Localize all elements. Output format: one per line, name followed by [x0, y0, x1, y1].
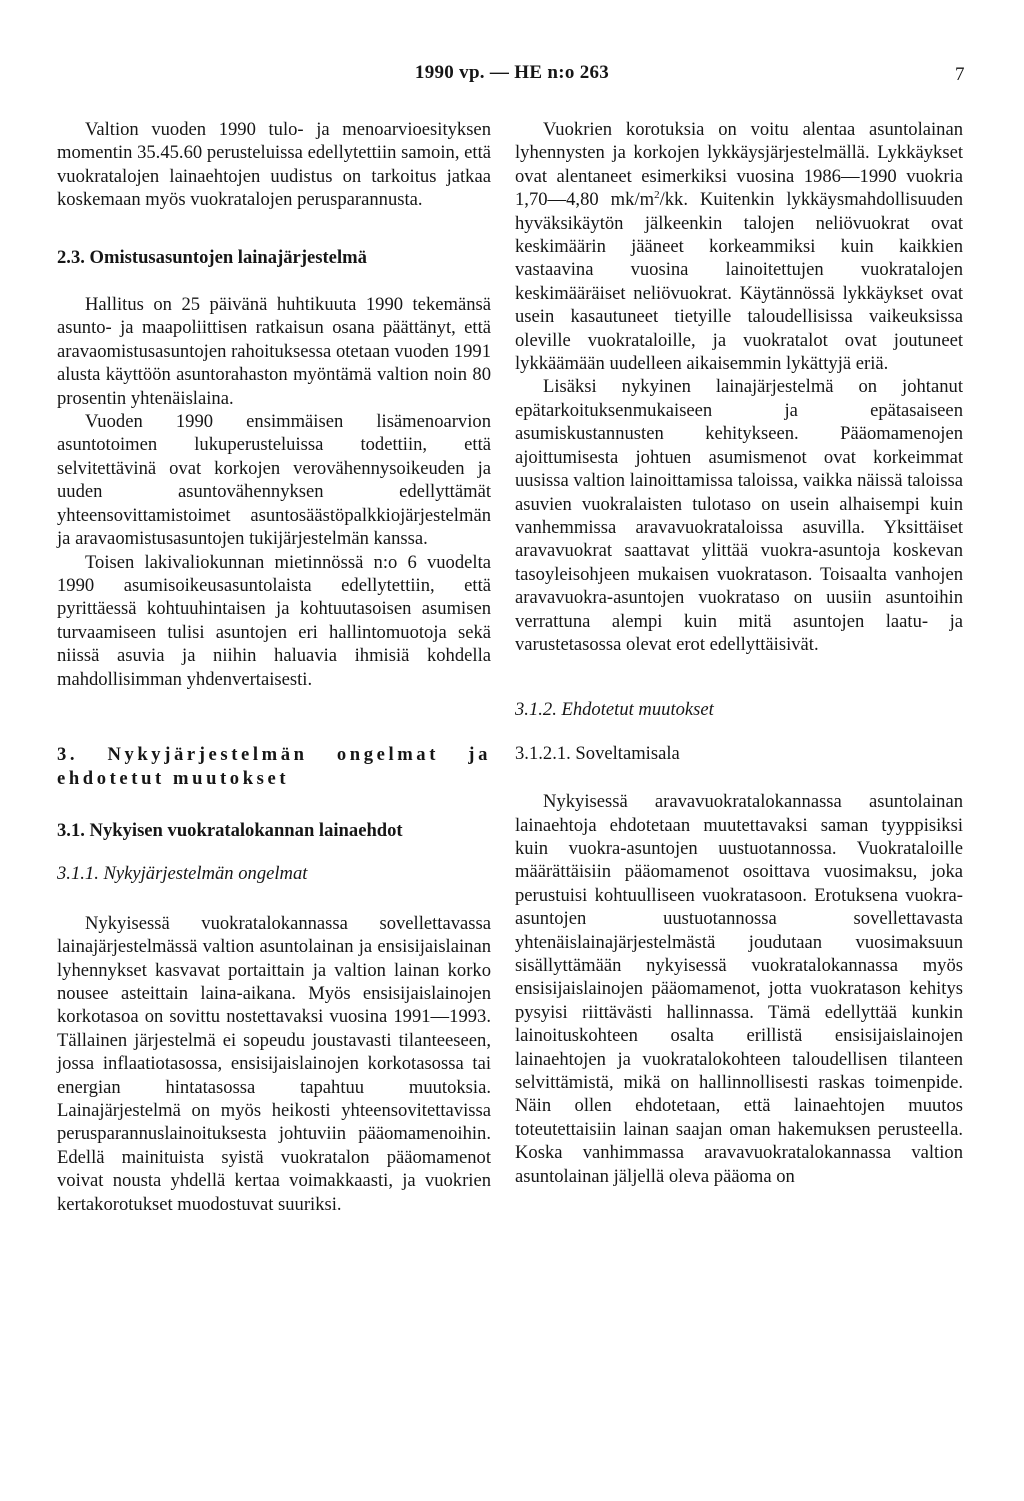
paragraph-text: /kk. Kuitenkin lykkäysmahdollisuuden hyväksikäytön jälkeenkin talojen neliövuokrat ovat keskimäärin jääneet korkeammiksi kuin kaikkien vastaavina vuosina lainoitettujen vuokratalojen keskimääräiset neliövuokrat. Käytännössä lykkäykset ovat usein kasautuneet tietyille taloudellisissa vaikeuksissa oleville vuokrataloille, ja vuokratalot ovat joutuneet lykkäämään uudelleen aikaisemmin lykättyjä eriä.	[515, 189, 963, 375]
paragraph	[515, 118, 963, 375]
paragraph: Nykyisessä aravavuokratalokannassa asuntolainan lainaehtoja ehdotetaan muutettavaksi saman tyyppisiksi kuin vuokra-asuntojen uustuotannossa. Vuokrataloille määrättäisiin pääomamenot osoittava vuosimaksu, joka perustuisi kohtuulliseen vuokratasoon. Erotuksena vuokra-asuntojen uustuotannossa sovellettavasta yhtenäislainajärjestelmästä joudutaan vuosimaksuun sisällyttämään nykyisessä vuokratalokannassa myös ensisijaislainojen pääomamenot, jotta vuokratason kehitys pysyisi riittävästi hallinnassa. Tämä edellyttää kunkin lainoituskohteen osalta erillistä ensisijaislainojen lainaehtojen ja vuokratalokohteen taloudellisen tilanteen selvittämistä, mikä on hallinnollisesti raskas toimenpide. Näin ollen ehdotetaan, että lainaehtojen muutos toteutettaisiin lainan saajan oman hakemuksen perusteella. Koska vanhimmassa aravavuokratalokannassa valtion asuntolainan jäljellä oleva pääoma on	[515, 791, 963, 1187]
section-title: Omistusasuntojen lainajärjestelmä	[89, 246, 367, 268]
paragraph: Toisen lakivaliokunnan mietinnössä n:o 6 vuodelta 1990 asumisoikeusasuntolaista edellytettiin, että pyrittäessä kohtuuhintaisen ja kohtuutasoisen asumisen turvaamiseen tulisi asuntojen eri hallintomuotoja sekä niissä asuvia ja niihin haluavia ihmisiä kohdella mahdollisimman yhdenvertaisesti.	[57, 551, 491, 690]
section-2-3-heading	[57, 246, 491, 269]
paragraph: Hallitus on 25 päivänä huhtikuuta 1990 tekemänsä asunto- ja maapoliittisen ratkaisun osana päättänyt, että aravaomistusasuntojen rahoituksessa otetaan vuoden 1991 alusta käyttöön asuntorahaston myöntämä valtion noin 80 prosentin yhtenäislaina.	[57, 294, 491, 409]
section-3-1-2-1-heading: 3.1.2.1. Soveltamisala	[515, 742, 680, 764]
paragraph-text: Vuokrien korotuksia on voitu alentaa asuntolainan lyhennysten ja korkojen lykkäysjärjestelmällä. Lykkäykset ovat alentaneet esimerkiksi vuosina 1986—1990 vuokria 1,70—4,80 mk/m	[515, 119, 963, 211]
right-column	[515, 118, 963, 1188]
superscript: 2	[654, 189, 660, 202]
intro-paragraph: Valtion vuoden 1990 tulo- ja menoarvioesityksen momentin 35.45.60 perusteluissa edellytettiin samoin, että vuokratalojen lainaehtojen uudistus on tarkoitus jatkaa koskemaan myös vuokratalojen perusparannusta.	[57, 119, 491, 211]
running-title: 1990 vp. — HE n:o 263	[414, 62, 610, 83]
paragraph: Vuoden 1990 ensimmäisen lisämenoarvion asuntotoimen lukuperusteluissa todettiin, että selvitettävinä ovat korkojen verovähennysoikeuden ja uuden asuntovähennyksen edellyttämät yhteensovittamistoimet asuntosäästöpalkkiojärjestelmän ja aravaomistusasuntojen tukijärjestelmän kanssa.	[57, 411, 491, 550]
paragraph: Nykyisessä vuokratalokannassa sovellettavassa lainajärjestelmässä valtion asuntolainan ja ensisijaislainan lyhennykset kasvavat portaittain ja valtion lainan korko nousee asteittain laina-aikana. Myös ensisijaislainojen korkotasoa on sovittu nostettavaksi vuosina 1991—1993. Tällainen järjestelmä ei sopeudu joustavasti tilanteeseen, jossa inflaatiotasossa, ensisijaislainojen korkotasossa tai energian hintatasossa tapahtuu muutoksia. Lainajärjestelmä on myös heikosti yhteensovitettavissa perusparannuslainoituksesta johtuviin pääomamenoihin. Edellä mainituista syistä vuokratalon pääomamenot voivat nousta yhdellä kertaa voimakkaasti, ja vuokrien kertakorotukset muodostuvat suuriksi.	[57, 912, 491, 1215]
section-3-heading: 3. Nykyjärjestelmän ongelmat ja ehdotetut muutokset	[57, 743, 491, 789]
section-3-1-heading: 3.1. Nykyisen vuokratalokannan lainaehdot	[57, 819, 403, 841]
page-header	[0, 62, 1024, 92]
left-column	[57, 118, 491, 1216]
page-number: 7	[955, 64, 965, 85]
section-3-1-2-heading: 3.1.2. Ehdotetut muutokset	[515, 699, 714, 721]
section-3-1-1-heading: 3.1.1. Nykyjärjestelmän ongelmat	[57, 863, 308, 885]
section-number: 2.3.	[57, 246, 85, 268]
paragraph: Lisäksi nykyinen lainajärjestelmä on johtanut epätarkoituksenmukaiseen ja epätasaiseen asumiskustannusten kehitykseen. Pääomamenojen ajoittumisesta johtuen asumismenot ovat korkeimmat uusissa valtion lainoittamissa taloissa, vaikka näissä taloissa asuvien vuokralaisten tulotaso on usein alhaisempi kuin vanhemmissa aravavuokrataloissa asuvilla. Yksittäiset aravavuokrat saattavat ylittää vuokra-asuntoja koskevan tasoyleisohjeen mukaisen vuokratason. Toisaalta vanhojen aravavuokra-asuntojen vuokrataso on uusiin asuntoihin verrattuna alempi kuin mitä asuntojen laatu- ja varustetasossa olevat erot edellyttäisivät.	[515, 376, 963, 655]
